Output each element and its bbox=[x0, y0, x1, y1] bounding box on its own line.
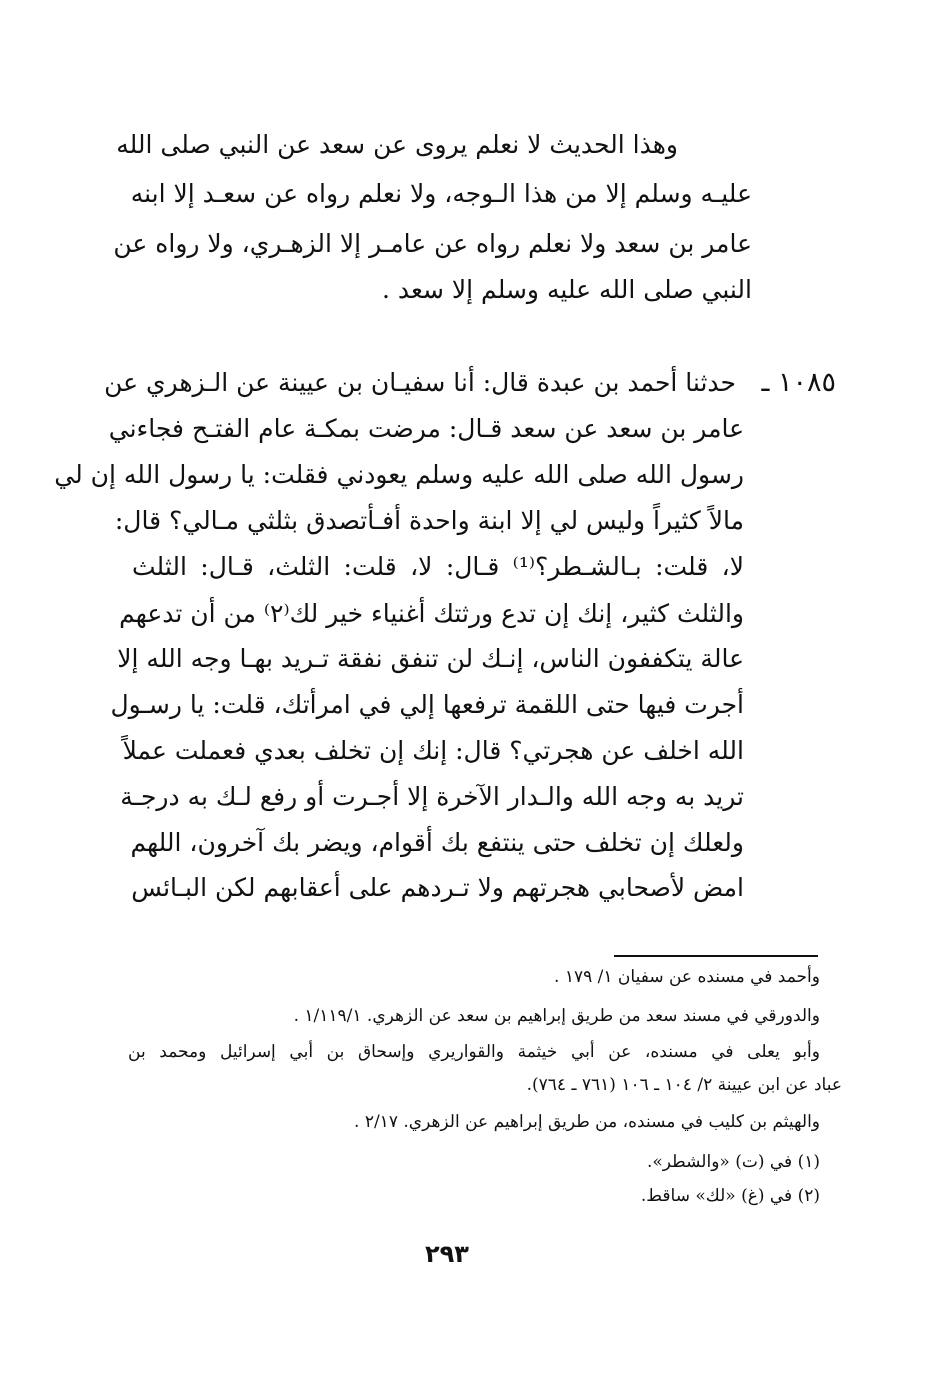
footnote-line: وأحمد في مسنده عن سفيان ١/ ١٧٩ . bbox=[554, 967, 820, 987]
hadith-line: أجرت فيها حتى اللقمة ترفعها إلي في امرأتك، قلت: يا رسـول bbox=[110, 690, 744, 719]
hadith-line: عامر بن سعد عن سعد قـال: مرضت بمكـة عام الفتـح فجاءني bbox=[108, 414, 744, 443]
hadith-line: حدثنا أحمد بن عبدة قال: أنا سفيـان بن عيينة عن الـزهري عن bbox=[104, 368, 736, 397]
footnote-line: والدورقي في مسند سعد من طريق إبراهيم بن سعد عن الزهري. ١/١١٩/١ . bbox=[293, 1006, 820, 1026]
hadith-line: تريد به وجه الله والـدار الآخرة إلا أجـرت أو رفع لـك به درجـة bbox=[120, 782, 744, 811]
footnote-line: والهيثم بن كليب في مسنده، من طريق إبراهيم عن الزهري. ٢/١٧ . bbox=[354, 1112, 820, 1132]
page-number: ٢٩٣ bbox=[425, 1240, 469, 1268]
paragraph-1-line: وهذا الحديث لا نعلم يروى عن سعد عن النبي صلى الله bbox=[116, 130, 678, 159]
hadith-line: ولعلك إن تخلف حتى ينتفع بك أقوام، ويضر بك آخرون، اللهم bbox=[130, 828, 744, 857]
hadith-line: رسول الله صلى الله عليه وسلم يعودني فقلت: يا رسول الله إن لي bbox=[54, 460, 744, 489]
hadith-line: الله اخلف عن هجرتي؟ قال: إنك إن تخلف بعدي فعملت عملاً bbox=[122, 736, 744, 765]
hadith-number: ١٠٨٥ ـ bbox=[761, 367, 836, 398]
footnote-separator bbox=[614, 955, 818, 957]
footnote-line: (١) في (ت) «والشطر». bbox=[647, 1152, 820, 1172]
footnote-line: وأبو يعلى في مسنده، عن أبي خيثمة والقواريري وإسحاق بن أبي إسرائيل ومحمد بن bbox=[128, 1042, 820, 1062]
footnote-line: (٢) في (غ) «لك» ساقط. bbox=[640, 1186, 820, 1206]
footnote-line: عباد عن ابن عيينة ٢/ ١٠٤ ـ ١٠٦ (٧٦١ ـ ٧٦٤). bbox=[526, 1075, 842, 1095]
hadith-line: لا، قلت: بـالشـطر؟⁽¹⁾ قـال: لا، قلت: الثلث، قـال: الثلث bbox=[132, 552, 744, 581]
hadith-line: مالاً كثيراً وليس لي إلا ابنة واحدة أفـأتصدق بثلثي مـالي؟ قال: bbox=[114, 506, 744, 535]
paragraph-1-line: عليـه وسلم إلا من هذا الـوجه، ولا نعلم رواه عن سعـد إلا ابنه bbox=[130, 179, 752, 208]
hadith-line: امض لأصحابي هجرتهم ولا تـردهم على أعقابهم لكن البـائس bbox=[131, 873, 744, 902]
hadith-line: والثلث كثير، إنك إن تدع ورثتك أغنياء خير لك⁽٢⁾ من أن تدعهم bbox=[119, 599, 744, 628]
paragraph-1-line: النبي صلى الله عليه وسلم إلا سعد . bbox=[381, 275, 752, 304]
hadith-line: عالة يتكففون الناس، إنـك لن تنفق نفقة تـريد بهـا وجه الله إلا bbox=[117, 644, 744, 673]
paragraph-1-line: عامر بن سعد ولا نعلم رواه عن عامـر إلا الزهـري، ولا رواه عن bbox=[113, 229, 752, 258]
